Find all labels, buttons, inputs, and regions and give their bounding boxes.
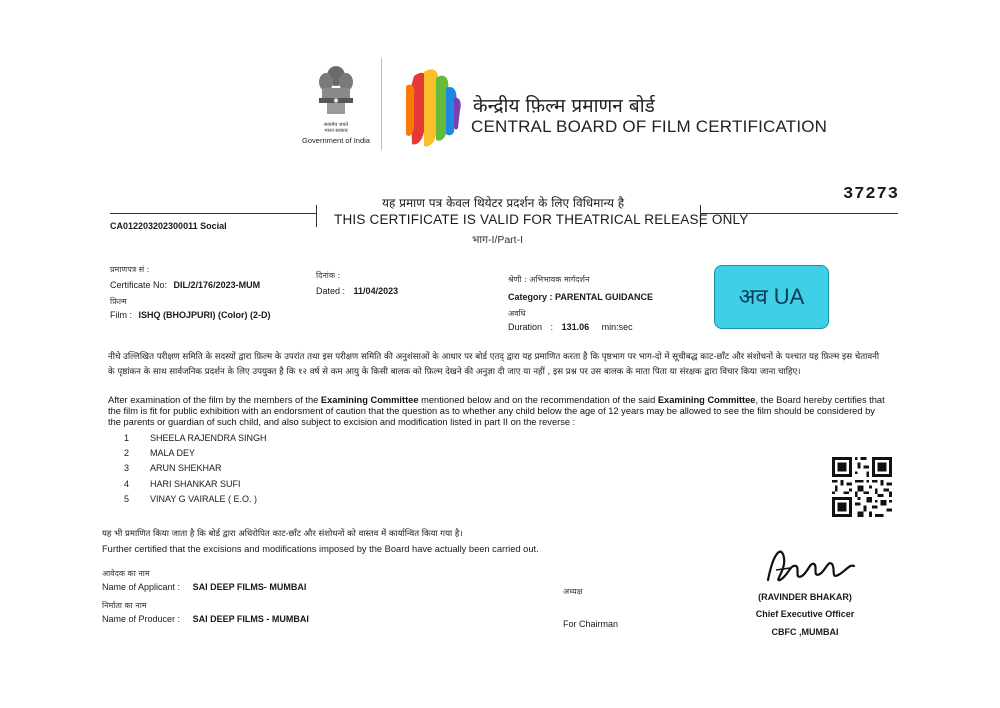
board-name-hindi: केन्द्रीय फ़िल्म प्रमाणन बोर्ड [473, 95, 655, 117]
header-divider [381, 58, 382, 150]
validity-english: THIS CERTIFICATE IS VALID FOR THEATRICAL RELEASE ONLY [334, 212, 749, 227]
signature-image [760, 540, 860, 595]
applicant-row [102, 582, 306, 592]
paragraph-hindi: नीचे उल्लिखित परीक्षण समिति के सदस्यों द्वारा फ़िल्म के उपरांत तथा इस परीक्षण समिति की अनुशंसाओं के आधार पर बोर्ड एतद् द्वारा यह प्रमाणित करता है कि पृष्ठभाग पर भाग-दो में सूचीबद्ध काट-छाँट और संशोधनों के पश्चात यह फ़िल्म इस चेतावनी के पृष्ठांकन के साथ सार्वजनिक प्रदर्शन के लिए उपयुक्त है कि १२ वर्ष से कम आयु के किसी बालक को फ़िल्म देखने की अनुज्ञा दी जाए या नहीं , इस प्रश्न पर उस बालक के माता पिता या संरक्षक द्वारा विचार किया जाना चाहिए। [108, 352, 880, 377]
paragraph-english: After examination of the film by the members of the Examining Committee mentioned below and on the recommendation of the said Examining Committee, the Board hereby certifies that the film is fit for public exhibition with an endorsment of caution that the question as to whether any child below the age of 12 years may be allowed to see the film should be considered by the parents or guardian of such child, and also subject to excision and modification listed in part II on the reverse : [108, 395, 885, 427]
serial-number: 37273 [843, 185, 900, 204]
film-row [110, 310, 271, 320]
rating-stamp: अव UA [714, 265, 829, 329]
list-item: 2 MALA DEY [124, 448, 196, 459]
duration-label-hindi: अवधि [508, 309, 526, 318]
cert-no-label-hindi: प्रमाणपत्र सं : [110, 265, 150, 274]
emblem-caption: Government of India [302, 136, 370, 145]
validity-hindi: यह प्रमाण पत्र केवल थियेटर प्रदर्शन के लिए विधिमान्य है [382, 196, 625, 210]
lion-capital-icon [313, 62, 359, 122]
film-label: Film : [110, 310, 132, 320]
committee-members-list [124, 433, 267, 509]
further-certified-hindi: यह भी प्रमाणित किया जाता है कि बोर्ड द्वारा अधिरोपित काट-छाँट और संशोधनों को वास्तव में कार्यान्वित किया गया है। [102, 529, 463, 539]
validity-rule-left-cap [316, 205, 317, 227]
film-label-hindi: फ़िल्म [110, 297, 127, 306]
category-row [508, 292, 653, 302]
duration-value: 131.06 [561, 322, 590, 332]
for-chairman: For Chairman [563, 619, 619, 629]
date-row [316, 286, 398, 296]
category-hindi: श्रेणी : अभिभावक मार्गदर्शन [508, 275, 590, 284]
cert-no-value: DIL/2/176/2023-MUM [173, 280, 261, 290]
ca-code: CA012203202300011 Social [110, 221, 227, 231]
producer-label: Name of Producer : [102, 614, 181, 624]
part-label: भाग-I/Part-I [472, 234, 524, 246]
list-item: 1 SHEELA RAJENDRA SINGH [124, 433, 267, 443]
qr-code [832, 456, 892, 523]
producer-row [102, 614, 309, 624]
list-item: 4 HARI SHANKAR SUFI [124, 478, 241, 489]
signatory-office: CBFC ,MUMBAI [771, 627, 839, 637]
category-label: Category : [508, 292, 553, 302]
category-value: PARENTAL GUIDANCE [555, 292, 654, 302]
film-value: ISHQ (BHOJPURI) (Color) (2-D) [138, 310, 271, 320]
date-label: Dated : [316, 286, 346, 296]
emblem-motto: सत्यमेव जयते [323, 122, 349, 128]
signatory-title: Chief Executive Officer [755, 609, 855, 619]
duration-row: Duration : 131.06 min:sec [508, 322, 633, 332]
further-certified-english: Further certified that the excisions and modifications imposed by the Board have actually been carried out. [102, 544, 539, 554]
applicant-value: SAI DEEP FILMS- MUMBAI [192, 582, 307, 592]
cbfc-logo [402, 62, 468, 157]
government-emblem [300, 62, 372, 145]
producer-value: SAI DEEP FILMS - MUMBAI [192, 614, 309, 624]
cert-no-row [110, 280, 260, 290]
date-value: 11/04/2023 [353, 286, 399, 296]
board-name-english: CENTRAL BOARD OF FILM CERTIFICATION [471, 117, 828, 136]
emblem-small: भारत सरकार [324, 128, 348, 134]
signatory-name: (RAVINDER BHAKAR) [758, 592, 852, 602]
duration-label: Duration [508, 322, 543, 332]
applicant-label-hindi: आवेदक का नाम [102, 569, 150, 578]
date-label-hindi: दिनांक : [316, 271, 341, 280]
validity-rule-left [110, 213, 317, 214]
duration-unit: min:sec [601, 322, 633, 332]
applicant-label: Name of Applicant : [102, 582, 181, 592]
cert-no-label: Certificate No: [110, 280, 168, 290]
chairman-hindi: अध्यक्ष [563, 587, 583, 596]
list-item: 5 VINAY G VAIRALE ( E.O. ) [124, 493, 258, 504]
list-item: 3 ARUN SHEKHAR [124, 463, 222, 474]
producer-label-hindi: निर्माता का नाम [102, 601, 147, 610]
